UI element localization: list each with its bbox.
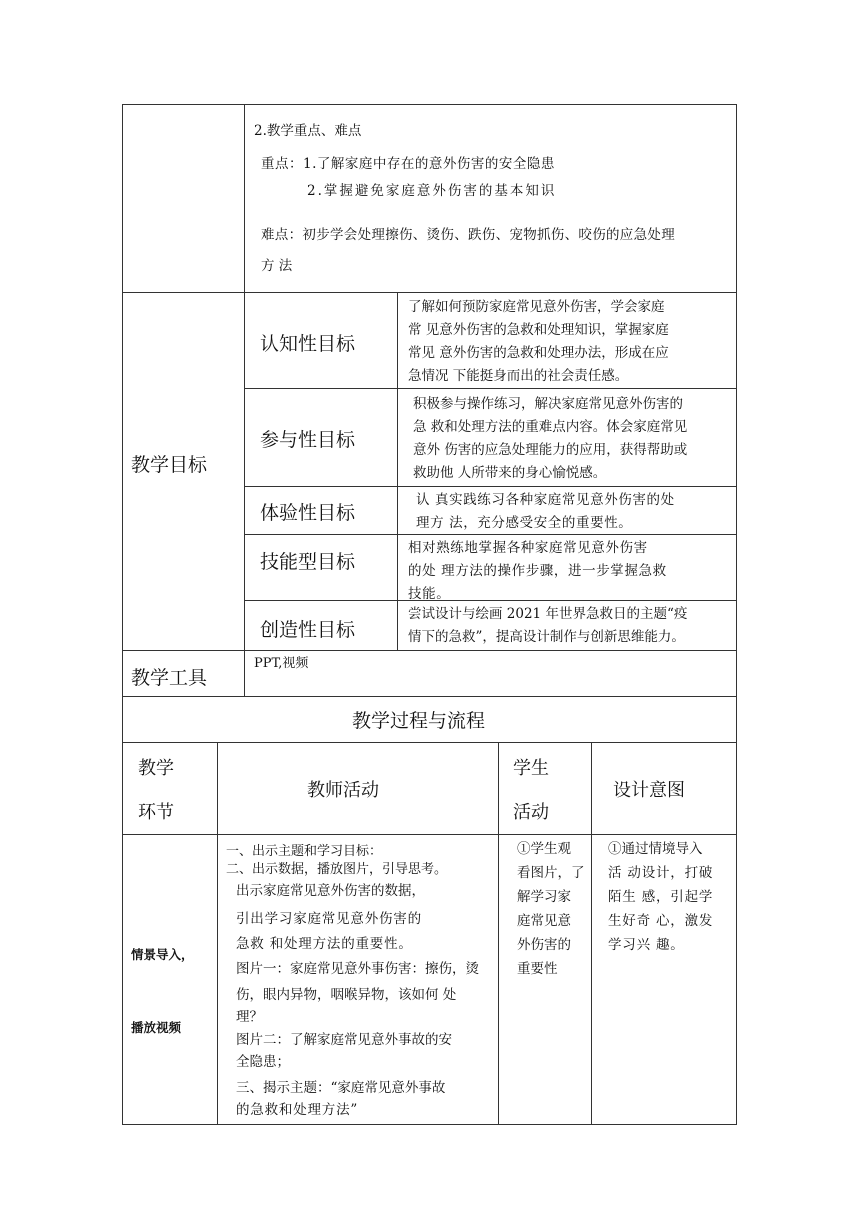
header-student-line-1: 学生 bbox=[513, 758, 549, 779]
key-point-line-2: 2.掌握避免家庭意外伤害的基本知识 bbox=[307, 183, 557, 199]
header-intent: 设计意图 bbox=[613, 780, 685, 801]
goal-name-participation: 参与性目标 bbox=[260, 429, 356, 451]
goal-name-skill: 技能型目标 bbox=[260, 551, 356, 573]
goal-name-experience: 体验性目标 bbox=[260, 502, 356, 524]
stage-name-line-1: 情景导入， bbox=[131, 947, 194, 962]
tools-label: 教学工具 bbox=[131, 667, 208, 689]
goal-name-creative: 创造性目标 bbox=[260, 619, 356, 641]
process-title: 教学过程与流程 bbox=[352, 710, 486, 732]
header-stage-line-1: 教学 bbox=[138, 758, 174, 779]
header-stage-line-2: 环节 bbox=[138, 802, 174, 823]
goals-label: 教学目标 bbox=[131, 454, 208, 476]
difficulty-line-1: 难点：初步学会处理擦伤、烫伤、跌伤、宠物抓伤、咬伤的应急处理 bbox=[261, 227, 675, 243]
tools-value: PPT,视频 bbox=[254, 656, 309, 671]
header-student-line-2: 活动 bbox=[513, 802, 549, 823]
goal-desc-experience: 认 真实践练习各种家庭常见意外伤害的处 理方 法，充分感受安全的重要性。 bbox=[416, 492, 675, 531]
goal-desc-creative: 尝试设计与绘画 2021 年世界急救日的主题“疫 情下的急救”，提高设计制作与创新思维能力。 bbox=[408, 606, 688, 645]
key-point-line-1: 重点：1.了解家庭中存在的意外伤害的安全隐患 bbox=[261, 156, 555, 172]
goal-desc-participation: 积极参与操作练习，解决家庭常见意外伤害的 急 救和处理方法的重难点内容。体会家庭常见 意外 伤害的应急处理能力的应用，获得帮助或 救助他 人所带来的身心愉悦感。 bbox=[413, 396, 688, 481]
goal-desc-cognitive: 了解如何预防家庭常见意外伤害，学会家庭 常 见意外伤害的急救和处理知识，掌握家庭 常见 意外伤害的急救和处理办法，形成在应 急情况 下能挺身而出的社会责任感。 bbox=[408, 299, 669, 384]
goal-desc-skill: 相对熟练地掌握各种家庭常见意外伤害 的处 理方法的操作步骤，进一步掌握急救 技能。 bbox=[408, 540, 667, 602]
difficulty-line-2: 方 法 bbox=[261, 258, 293, 274]
goal-name-cognitive: 认知性目标 bbox=[260, 333, 356, 355]
stage-name-line-2: 播放视频 bbox=[131, 1020, 182, 1035]
header-teacher: 教师活动 bbox=[307, 780, 379, 801]
key-points-heading: 2.教学重点、难点 bbox=[254, 123, 362, 139]
